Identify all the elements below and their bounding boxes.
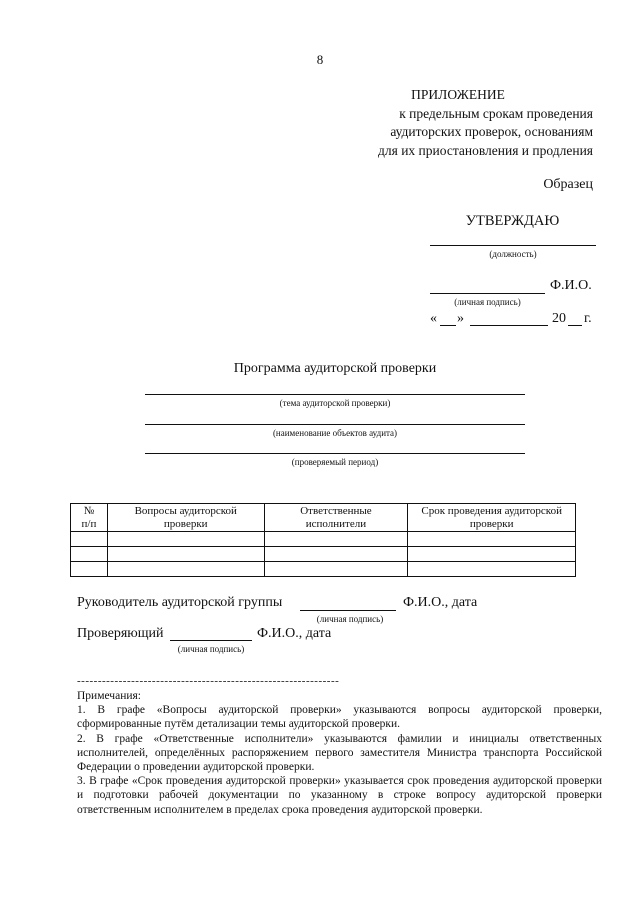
header-text: п/п xyxy=(81,517,97,530)
header-text: Ответственные xyxy=(300,504,372,517)
inspector-signature-caption: (личная подпись) xyxy=(177,644,245,654)
topic-caption: (тема аудиторской проверки) xyxy=(279,398,391,408)
approver-name-label: Ф.И.О. xyxy=(550,278,592,293)
notes-title: Примечания: xyxy=(77,690,141,702)
page-number: 8 xyxy=(316,52,324,67)
header-text: Срок проведения аудиторской xyxy=(421,504,562,517)
table-row xyxy=(71,562,576,577)
position-caption: (должность) xyxy=(489,249,537,259)
notes-section xyxy=(77,689,602,817)
header-executors xyxy=(264,504,408,532)
period-caption: (проверяемый период) xyxy=(291,457,379,467)
table-cell[interactable] xyxy=(107,532,264,547)
annex-line: для их приостановления и продления xyxy=(378,142,593,158)
audit-program-table xyxy=(70,503,576,577)
position-line xyxy=(430,245,596,246)
table-cell[interactable] xyxy=(264,562,408,577)
program-title: Программа аудиторской проверки xyxy=(233,361,437,376)
period-line xyxy=(145,453,525,454)
topic-line xyxy=(145,394,525,395)
date-year-prefix: 20 xyxy=(552,311,566,326)
date-open-quote: « xyxy=(430,311,437,326)
approval-title: УТВЕРЖДАЮ xyxy=(465,213,560,229)
header-questions xyxy=(107,504,264,532)
date-year-line xyxy=(568,325,582,326)
table-cell[interactable] xyxy=(71,547,108,562)
table-cell[interactable] xyxy=(107,547,264,562)
annex-line: к предельным срокам проведения xyxy=(399,105,593,121)
table-cell[interactable] xyxy=(71,532,108,547)
leader-name-date: Ф.И.О., дата xyxy=(403,595,478,610)
table-cell[interactable] xyxy=(71,562,108,577)
date-year-suffix: г. xyxy=(584,311,592,326)
table-header-row xyxy=(71,504,576,532)
date-close-quote: » xyxy=(457,311,464,326)
inspector-name-date: Ф.И.О., дата xyxy=(257,626,332,641)
table-row xyxy=(71,532,576,547)
date-day-line xyxy=(440,325,456,326)
sample-label: Образец xyxy=(543,177,593,192)
table-cell[interactable] xyxy=(408,562,576,577)
table-row xyxy=(71,547,576,562)
note-item: 3. В графе «Срок проведения аудиторской проверки» указывается срок проведения аудиторской проверки и подготовки рабочей документации по указанному в строке вопросу аудиторской проверки ответственным исполнителем в пределах срока проведения аудиторской проверки. xyxy=(77,775,602,816)
audit-objects-caption: (наименование объектов аудита) xyxy=(272,428,398,438)
table-cell[interactable] xyxy=(408,532,576,547)
leader-signature-line xyxy=(300,610,396,611)
annex-line: аудиторских проверок, основаниям xyxy=(390,124,593,139)
table-cell[interactable] xyxy=(107,562,264,577)
date-month-line xyxy=(470,325,548,326)
inspector-signature-line xyxy=(170,640,252,641)
header-text: Вопросы аудиторской xyxy=(134,504,237,517)
table-cell[interactable] xyxy=(264,547,408,562)
note-item: 2. В графе «Ответственные исполнители» указываются фамилии и инициалы ответственных исполнителей, определённых распоряжением первого заместителя Министра транспорта Российской Федерации о проведении аудиторской проверки. xyxy=(77,732,602,774)
annex-title: ПРИЛОЖЕНИЕ xyxy=(411,87,505,102)
leader-label: Руководитель аудиторской группы xyxy=(77,595,283,610)
annex-header xyxy=(263,86,593,160)
header-number xyxy=(71,504,108,532)
header-deadline xyxy=(408,504,576,532)
notes-separator: --------------------------------------------------------------- xyxy=(77,675,340,687)
header-text: проверки xyxy=(469,517,514,530)
inspector-label: Проверяющий xyxy=(77,626,164,641)
table-cell[interactable] xyxy=(264,532,408,547)
leader-signature-caption: (личная подпись) xyxy=(316,614,384,624)
approver-signature-caption: (личная подпись) xyxy=(454,297,521,307)
header-text: проверки xyxy=(163,517,208,530)
approver-signature-line xyxy=(430,293,545,294)
note-item: 1. В графе «Вопросы аудиторской проверки» указываются вопросы аудиторской проверки, сформированные путём детализации темы аудиторской проверки. xyxy=(77,704,602,731)
audit-objects-line xyxy=(145,424,525,425)
header-text: исполнители xyxy=(305,517,367,530)
table-cell[interactable] xyxy=(408,547,576,562)
header-text: № xyxy=(83,504,95,517)
